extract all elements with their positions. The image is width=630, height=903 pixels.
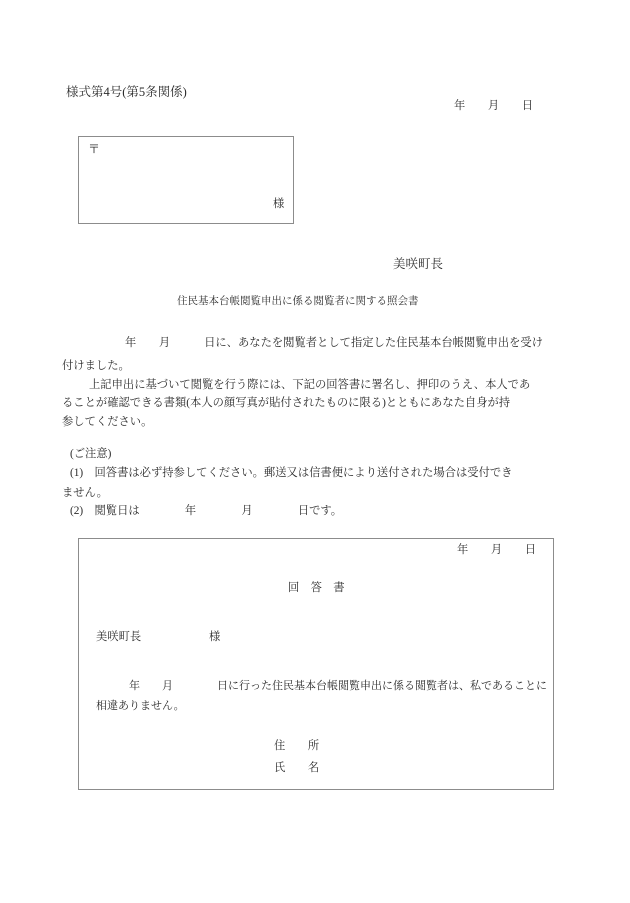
form-number: 様式第4号(第5条関係) [66,85,187,99]
name-label: 氏 名 [274,762,320,774]
body-line: 付けました。 [62,360,130,372]
note-item-2: (2) 閲覧日は 年 月 日です。 [70,505,343,517]
note-item-1: (1) 回答書は必ず持参してください。郵送又は信書便により送付された場合は受付でき [70,467,513,479]
reply-date-blank-field: 年 月 日 [457,544,537,556]
reply-form-title: 回 答 書 [288,582,345,594]
body-line: 参してください。 [62,416,153,428]
reply-form-box [78,538,554,790]
reply-statement-line: 相違ありません。 [96,700,185,712]
reply-addressee: 美咲町長 様 [96,631,221,643]
addressee-box [78,136,294,224]
postal-mark: 〒 [88,142,101,156]
honorific-sama: 様 [273,198,285,210]
date-blank-field: 年 月 日 [454,100,534,112]
mayor-name: 美咲町長 [393,257,444,271]
body-line: 上記申出に基づいて閲覧を行う際には、下記の回答書に署名し、押印のうえ、本人であ [89,379,531,391]
body-line: ることが確認できる書類(本人の顔写真が貼付されたものに限る)とともにあなた自身が持 [62,397,511,409]
note-item-1-cont: ません。 [62,487,108,499]
document-title: 住民基本台帳閲覧申出に係る閲覧者に関する照会書 [177,296,419,307]
body-line: 年 月 日に、あなたを閲覧者として指定した住民基本台帳閲覧申出を受け [125,337,543,349]
notes-heading: (ご注意) [70,448,112,460]
reply-statement-line: 年 月 日に行った住民基本台帳閲覧申出に係る閲覧者は、私であることに [129,680,547,692]
address-label: 住 所 [274,740,320,752]
